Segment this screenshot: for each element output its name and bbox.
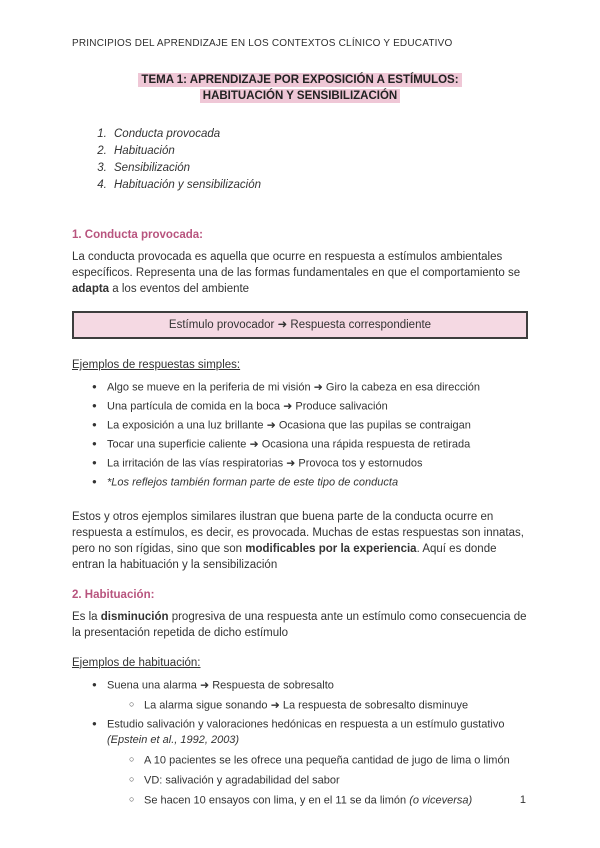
bullet-icon: ●: [92, 382, 97, 391]
table-of-contents: [72, 126, 528, 193]
sub-list: [107, 751, 528, 809]
list-item: [92, 417, 528, 434]
page-number: 1: [519, 794, 526, 806]
citation-text: (Epstein et al., 1992, 2003): [107, 734, 240, 746]
list-item-text: Una partícula de comida en la boca ➜ Produce salivación: [107, 400, 388, 413]
section-1-closing-paragraph: [72, 509, 528, 573]
toc-item-sensibilizacion: 3. Sensibilización: [110, 160, 528, 176]
page-title-line-1: [72, 72, 528, 88]
simple-responses-list: [72, 379, 528, 491]
sub-list-item-text: Se hacen 10 ensayos con lima, y en el 11 se da limón: [144, 794, 410, 806]
bullet-icon: ●: [92, 420, 97, 429]
list-item-text: Suena una alarma ➜ Respuesta de sobresalto: [107, 679, 334, 691]
section-2-intro-paragraph: [72, 609, 528, 641]
page-title: [72, 72, 528, 104]
page-title-line-2: [72, 88, 528, 104]
paragraph-text: a los eventos del ambiente: [109, 283, 250, 295]
circle-bullet-icon: ○: [129, 753, 135, 764]
list-item-text: Estudio salivación y valoraciones hedónicas en respuesta a un estímulo gustativo: [107, 718, 505, 730]
section-2-heading: 2. Habituación:: [72, 588, 155, 601]
list-item-text: Algo se mueve en la periferia de mi visión ➜ Giro la cabeza en esa dirección: [107, 381, 481, 394]
sub-list-item-note: (o viceversa): [409, 794, 473, 806]
list-item: [92, 379, 528, 396]
toc-item-conducta-provocada: 1. Conducta provocada: [110, 126, 528, 142]
highlighted-title-text: HABITUACIÓN Y SENSIBILIZACIÓN: [200, 89, 400, 103]
list-item-text: Tocar una superficie caliente ➜ Ocasiona una rápida respuesta de retirada: [107, 438, 471, 451]
bullet-icon: ●: [92, 718, 97, 728]
sub-list-item: [129, 771, 528, 789]
sub-list-item-text: La alarma sigue sonando ➜ La respuesta de sobresalto disminuye: [144, 699, 469, 711]
paragraph-text: . Aquí es donde entran la habituación y la sensibilización: [72, 542, 497, 571]
list-item-text: La irritación de las vías respiratorias ➜ Provoca tos y estornudos: [107, 457, 423, 470]
sub-list-item: [129, 791, 528, 809]
bullet-icon: ●: [92, 679, 97, 689]
habituation-examples-list: [72, 677, 528, 809]
list-item: [92, 455, 528, 472]
list-item-text-note: *Los reflejos también forman parte de este tipo de conducta: [107, 476, 399, 489]
list-item-text: La exposición a una luz brillante ➜ Ocasiona que las pupilas se contraigan: [107, 419, 471, 432]
sub-list-item: [129, 751, 528, 769]
toc-item-habituacion: 2. Habituación: [110, 143, 528, 159]
circle-bullet-icon: ○: [129, 793, 135, 804]
section-1-heading: 1. Conducta provocada:: [72, 229, 203, 241]
list-item: [92, 436, 528, 453]
bullet-icon: ●: [92, 439, 97, 448]
bullet-icon: ●: [92, 458, 97, 467]
sub-list-item-text: VD: salivación y agradabilidad del sabor: [144, 774, 340, 786]
list-item: [92, 677, 528, 714]
paragraph-text: Es la: [72, 610, 101, 623]
bullet-icon: ●: [92, 477, 97, 486]
sub-list: [107, 696, 528, 714]
toc-item-habituacion-y-sensibilizacion: 4. Habituación y sensibilización: [110, 177, 528, 193]
sub-list-item-text: A 10 pacientes se les ofrece una pequeña cantidad de jugo de lima o limón: [144, 754, 510, 766]
list-item: [92, 716, 528, 809]
simple-responses-list-title: Ejemplos de respuestas simples:: [72, 359, 241, 371]
stimulus-response-box: [72, 311, 528, 339]
document-header-title: PRINCIPIOS DEL APRENDIZAJE EN LOS CONTEXTOS CLÍNICO Y EDUCATIVO: [72, 38, 453, 49]
sub-list-item: [129, 696, 528, 714]
emphasized-word: disminución: [100, 610, 169, 623]
list-item: [92, 398, 528, 415]
highlighted-title-text: TEMA 1: APRENDIZAJE POR EXPOSICIÓN A ESTÍMULOS:: [138, 73, 461, 87]
habituation-examples-title: Ejemplos de habituación:: [72, 656, 201, 669]
paragraph-text: progresiva de una respuesta ante un estímulo como consecuencia de la presentación repetida de dicho estímulo: [72, 610, 527, 639]
paragraph-text: Estos y otros ejemplos similares ilustran que buena parte de la conducta ocurre en respuesta a estímulos, es decir, es provocada. Muchas de estas respuestas son innatas, pero no son rígidas, sino que son: [72, 510, 524, 555]
emphasized-phrase: modificables por la experiencia: [245, 542, 417, 555]
emphasized-word: adapta: [72, 283, 110, 295]
list-item: [92, 474, 528, 491]
bullet-icon: ●: [92, 401, 97, 410]
circle-bullet-icon: ○: [129, 698, 135, 709]
circle-bullet-icon: ○: [129, 773, 135, 784]
paragraph-text: La conducta provocada es aquella que ocurre en respuesta a estímulos ambientales específicos. Representa una de las formas fundamentales en que el comportamiento se: [72, 251, 521, 279]
stimulus-response-text: Estímulo provocador ➜ Respuesta correspondiente: [168, 319, 432, 331]
section-1-intro-paragraph: [72, 249, 528, 297]
